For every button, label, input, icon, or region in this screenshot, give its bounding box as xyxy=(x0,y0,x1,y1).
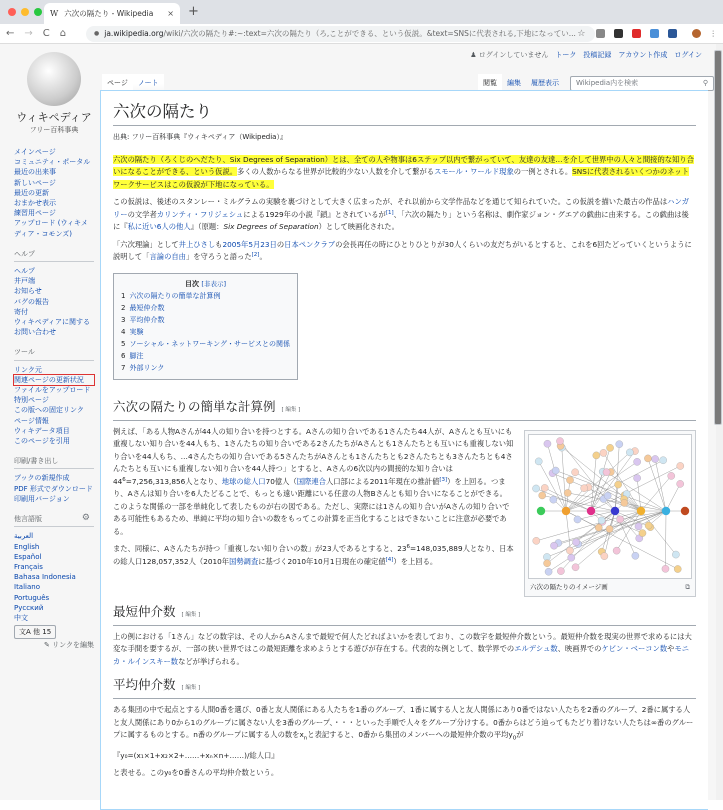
sidebar-nav-link[interactable]: 最近の更新 xyxy=(14,188,49,197)
close-window-button[interactable] xyxy=(8,8,16,16)
sidebar-nav-link[interactable]: コミュニティ・ポータル xyxy=(14,158,91,167)
tab-edit[interactable]: 編集 xyxy=(507,79,521,87)
extension-icon[interactable] xyxy=(650,29,659,38)
sidebar-tool-link[interactable]: ファイルをアップロード xyxy=(14,386,91,395)
sidebar-nav-link[interactable]: 練習用ページ xyxy=(14,209,56,218)
calc-paragraph-1: 例えば、「ある人物Aさんが44人の知り合いを持つとする。Aさんの知り合いである1さんたち44人が、Aさんとも互いにも重複しない知り合いを44人もち、1さんたちの知り合いである2さんたちがAさんとも1さんたちとも互いにも重複しない知り合いを44人もち、…4さんたちの知り合いである5さんたちがAさんとも1さんたちとも2さんたちとも3さんたちとも4さんたちとも互いにも重複しない知り合いを44人持つ」とすると、Aさんの6次以内の間接的な知り合いは$44^6=7,256,313,856$人となり、地球の総人口70億人（国際連合人口部による2011年現在の推計値[3]）を上回る。つまり、Aさんは知り合いを6人たどることで、もっとも遠い距離にいる任意の人物Bさんとも知り合いになることができる。このような関係の一部を単純化して表したものが右の図である。ただし、実際には1さんの知り合いがAさんの知り合いである可能性もあるため、単純に平均の知り合いの数をもってこの計算を正当化することはできないことに注意が必要である。 xyxy=(113,426,514,536)
extension-icon[interactable] xyxy=(614,29,623,38)
formula: 『y₀=(x₁×1+x₂×2+……+xₙ×n+……)/総人口』 xyxy=(113,750,279,760)
section-heading-shortest: 最短仲介数 [ 編集 ] xyxy=(113,603,696,626)
shortest-paragraph: 上の例における「1さん」などの数字は、その人からAさんまで最短で何人たどればよいかを表しており、この数字を最短仲介数という。最短仲介数を現実の世界で求めるには大変な手間を要するが、一部の狭い世界ではこの最短距離を求めようとする遊びが存在する。代表的な例として、数学界でのエルデシュ数、映画界でのケビン・ベーコン数やモニカ・ルインスキー数などが挙げられる。 xyxy=(113,631,692,666)
contribs-link[interactable]: 投稿記録 xyxy=(583,51,612,59)
lock-icon: ● xyxy=(94,30,100,37)
anon-status: ♟ ログインしていません xyxy=(470,51,549,59)
search-icon[interactable]: ⚲ xyxy=(702,79,708,87)
sidebar-print-link[interactable]: PDF 形式でダウンロード xyxy=(14,484,93,493)
date-link[interactable]: 5月23日 xyxy=(248,239,277,249)
lead-paragraph-3: 「六次理論」として井上ひさしも2005年5月23日の日本ペンクラブの会長再任の時にひとりひとりが30人くらいの友だちがいるとすると、これを6回たどっていくというように説明して「言論の自由」を守ろうと語った[2]。 xyxy=(113,239,692,261)
login-link[interactable]: ログイン xyxy=(674,51,702,59)
home-icon[interactable]: ⌂ xyxy=(59,28,67,39)
menu-icon[interactable]: ⋮ xyxy=(709,29,717,38)
wikipedia-favicon-icon: W xyxy=(50,9,59,18)
sidebar-nav-link[interactable]: アップロード (ウィキメディア・コモンズ) xyxy=(14,219,88,238)
personal-tools xyxy=(470,50,702,60)
average-paragraph-2: と表せる。このy₀を0番さんの平均仲介数という。 xyxy=(113,768,279,778)
network-diagram-image[interactable] xyxy=(528,434,692,579)
wiki-page xyxy=(0,44,716,800)
calc-paragraph-2: また、同様に、Aさんたちが持つ「重複しない知り合いの数」が23人であるとすると、$23^6=148,035,889$人となり、日本の総人口128,057,352人（2010年国勢調査に基づく2010年10月1日現在の確定値[4]）を上回る。 xyxy=(113,544,514,566)
sidebar-help-link[interactable]: 井戸端 xyxy=(14,277,35,286)
sidebar-language-link[interactable]: Français xyxy=(14,562,43,571)
search-placeholder: Wikipedia内を検索 xyxy=(576,79,639,87)
section-heading-average: 平均仲介数 [ 編集 ] xyxy=(113,676,696,699)
enlarge-icon[interactable]: ⧉ xyxy=(685,582,690,591)
sidebar-nav-link[interactable]: 最近の出来事 xyxy=(14,168,56,177)
scrollbar-thumb[interactable] xyxy=(714,50,722,425)
sidebar-language-link[interactable]: Português xyxy=(14,593,50,602)
tab-note[interactable]: ノート xyxy=(133,74,164,93)
vertical-scrollbar[interactable] xyxy=(716,44,723,800)
sidebar-nav-link[interactable]: 新しいページ xyxy=(14,178,56,187)
toc-toggle[interactable]: [非表示] xyxy=(201,279,226,288)
erdos-link[interactable]: エルデシュ数 xyxy=(514,644,558,653)
table-of-contents xyxy=(113,273,298,380)
toc-item[interactable]: 7 外部リンク xyxy=(121,363,165,372)
toc-item[interactable]: 3 平均仲介数 xyxy=(121,315,165,324)
sidebar-tool-link[interactable]: 関連ページの更新状況 xyxy=(14,375,94,385)
average-paragraph: ある集団の中で起点とする人間0番を選び、0番と友人関係にある人たちを1番のグループ、1番に属する人と友人関係にあり0番ではない人たちを2番のグループ、2番に属する人と友人関係にあり0から1のグループに属さない人を3番のグループ、・・・といった手順で人々をグループ分けする。0番からはどう辿ってもたどり着けない人たちは∞番のグループに属するものとする。n番のグループに属する人の数を$x_n$と表記すると、0番から集団のメンバーへの最短仲介数の平均$y_0$が xyxy=(113,705,694,742)
pen-club-link[interactable]: 日本ペンクラブ xyxy=(284,239,336,249)
url-domain: ja.wikipedia.org xyxy=(104,29,164,38)
figure-caption: 六次の隔たりのイメージ画 xyxy=(530,582,608,591)
small-world-link[interactable]: スモール・ワールド現象 xyxy=(434,167,514,176)
section-heading-calc: 六次の隔たりの簡単な計算例 [ 編集 ] xyxy=(113,398,696,421)
bookmark-star-icon[interactable]: ☆ xyxy=(577,28,586,39)
edit-section-link[interactable]: [ 編集 ] xyxy=(181,611,201,618)
sidebar-language-link[interactable]: Español xyxy=(14,552,42,561)
gear-icon[interactable]: ⚙ xyxy=(81,513,90,524)
toc-item[interactable]: 4 実験 xyxy=(121,327,144,336)
maximize-window-button[interactable] xyxy=(34,8,42,16)
url-path: /wiki/六次の隔たり#:~:text=六次の隔たり（ろ,ことができる、という仮説。&text=SNSに代表される,下地になってい... xyxy=(163,29,576,38)
more-languages-button[interactable]: 文A 他 15 xyxy=(14,625,56,639)
sidebar-language-link[interactable]: Bahasa Indonesia xyxy=(14,573,76,582)
logo-title: ウィキペディア xyxy=(16,111,92,124)
sidebar-nav-link[interactable]: メインページ xyxy=(14,148,56,156)
lead-paragraph-1: 六次の隔たり（ろくじのへだたり、Six Degrees of Separation）とは、全ての人や物事は6ステップ以内で繋がっていて、友達の友達…を介して世界中の人々と間接的な知り合いになることができる、という仮説。多くの人数からなる世界が比較的少ない人数を介して繋がるスモール・ワールド現象の一例とされる。SNSに代表されるいくつかのネットワークサービスはこの仮説が下地になっている。 xyxy=(113,154,694,189)
free-speech-link[interactable]: 言論の自由 xyxy=(149,252,186,261)
toc-item[interactable]: 2 最短仲介数 xyxy=(121,303,165,312)
languages-heading: 他言語版 ⚙ xyxy=(14,514,94,527)
sidebar-tool-link[interactable]: ページ情報 xyxy=(14,416,49,425)
sidebar-tool-link[interactable]: リンク元 xyxy=(14,365,42,374)
sidebar-tool-link[interactable]: 特別ページ xyxy=(14,396,49,405)
sidebar-language-link[interactable]: English xyxy=(14,542,40,551)
talk-link[interactable]: トーク xyxy=(555,51,577,59)
forward-icon[interactable]: → xyxy=(24,28,33,39)
lead-paragraph-2: この仮説は、後述のスタンレー・ミルグラムの実験を裏づけとして大きく広まったが、それ以前から文学作品などを通じて知られていた。この仮説を描いた最古の作品はハンガリーの文学者カリンティ・フリジェシュによる1929年の小説『鎖』とされているが[1]、「六次の隔たり」という名称は、劇作家ジョン・グエアの戯曲に由来する。この戯曲は後に『私に近い6人の他人』（原題：Six Degrees of Separation）として映画化された。 xyxy=(113,197,690,231)
profile-avatar[interactable] xyxy=(692,29,701,38)
print-heading: 印刷/書き出し xyxy=(14,456,94,469)
tab-page[interactable]: ページ xyxy=(102,74,133,93)
toc-item[interactable]: 5 ソーシャル・ネットワーキング・サービスとの関係 xyxy=(121,339,290,348)
site-sub: 出典: フリー百科事典『ウィキペディア（Wikipedia）』 xyxy=(113,133,287,141)
ref-4[interactable]: [4] xyxy=(385,556,394,563)
toc-title: 目次 [非表示] xyxy=(184,279,226,288)
sidebar-tool-link[interactable]: このページを引用 xyxy=(14,437,70,446)
karinthy-link[interactable]: カリンティ・フリジェシュ xyxy=(156,209,244,219)
extension-icon[interactable] xyxy=(596,29,605,38)
url-input[interactable] xyxy=(86,26,595,42)
sidebar-print-link[interactable]: 印刷用バージョン xyxy=(14,494,70,503)
sidebar-tool-link[interactable]: この版への固定リンク xyxy=(14,406,84,415)
reload-icon[interactable]: C xyxy=(42,28,50,39)
hungary-link[interactable]: ハンガリー xyxy=(113,197,690,219)
sidebar-language-link[interactable]: Русский xyxy=(14,603,44,612)
logo-subtitle: フリー百科事典 xyxy=(29,126,79,134)
extension-icon[interactable] xyxy=(668,29,677,38)
article-content xyxy=(100,90,708,810)
search-input[interactable] xyxy=(570,76,714,91)
edit-section-link[interactable]: [ 編集 ] xyxy=(181,685,201,691)
network-figure[interactable] xyxy=(524,430,696,597)
sidebar-help-link[interactable]: お知らせ xyxy=(14,287,42,296)
sidebar-language-link[interactable]: Italiano xyxy=(14,583,40,592)
tools-heading: ツール xyxy=(14,347,94,360)
minimize-window-button[interactable] xyxy=(21,8,29,16)
back-icon[interactable]: ← xyxy=(6,28,15,39)
window-controls xyxy=(8,8,42,16)
toc-item[interactable]: 6 脚注 xyxy=(121,351,144,360)
world-population-link[interactable]: 地球の総人口 xyxy=(221,476,266,486)
year-link[interactable]: 2005年 xyxy=(222,239,249,249)
ref-3[interactable]: [3] xyxy=(439,476,448,483)
page-title: 六次の隔たり xyxy=(113,101,696,126)
close-tab-icon[interactable]: × xyxy=(167,9,174,18)
lewinsky-link[interactable]: モニカ・ルインスキー数 xyxy=(113,644,690,666)
sidebar-tool-link[interactable]: ウィキデータ項目 xyxy=(14,426,70,435)
sidebar-help-link[interactable]: 寄付 xyxy=(14,307,28,316)
help-heading: ヘルプ xyxy=(14,249,94,262)
ref-2[interactable]: [2] xyxy=(251,252,260,258)
globe-icon xyxy=(27,52,81,106)
sidebar-language-link[interactable]: العربية xyxy=(14,532,34,541)
new-tab-button[interactable]: + xyxy=(188,4,199,19)
edit-links-link[interactable]: ✎ リンクを編集 xyxy=(44,641,94,650)
sidebar-language-link[interactable]: 中文 xyxy=(14,613,28,622)
un-link[interactable]: 国際連合 xyxy=(296,476,326,486)
sidebar-nav-link[interactable]: おまかせ表示 xyxy=(14,199,56,208)
tab-history[interactable]: 履歴表示 xyxy=(531,79,559,87)
address-bar-row xyxy=(0,24,723,44)
census-link[interactable]: 国勢調査 xyxy=(229,556,259,566)
movie-link[interactable]: 私に近い6人の他人 xyxy=(127,222,191,231)
extensions xyxy=(596,29,718,38)
create-account-link[interactable]: アカウント作成 xyxy=(618,51,668,59)
browser-tab-bar xyxy=(0,0,723,24)
inoue-link[interactable]: 井上ひさし xyxy=(178,239,216,249)
ref-1[interactable]: [1] xyxy=(385,209,394,216)
edit-section-link[interactable]: [ 編集 ] xyxy=(281,406,301,413)
tab-title: 六次の隔たり - Wikipedia xyxy=(64,9,154,18)
tab-read[interactable]: 閲覧 xyxy=(478,74,502,93)
sidebar xyxy=(14,147,94,651)
bacon-link[interactable]: ケビン・ベーコン数 xyxy=(601,644,668,653)
sidebar-print-link[interactable]: ブックの新規作成 xyxy=(14,474,70,483)
wikipedia-logo[interactable] xyxy=(14,52,94,135)
browser-tab[interactable] xyxy=(44,3,180,24)
sidebar-help-link[interactable]: ヘルプ xyxy=(14,267,35,276)
extension-icon[interactable] xyxy=(632,29,641,38)
toc-item[interactable]: 1 六次の隔たりの簡単な計算例 xyxy=(121,291,221,300)
sidebar-help-link[interactable]: ウィキペディアに関するお問い合わせ xyxy=(14,318,91,337)
sidebar-help-link[interactable]: バグの報告 xyxy=(14,297,49,306)
